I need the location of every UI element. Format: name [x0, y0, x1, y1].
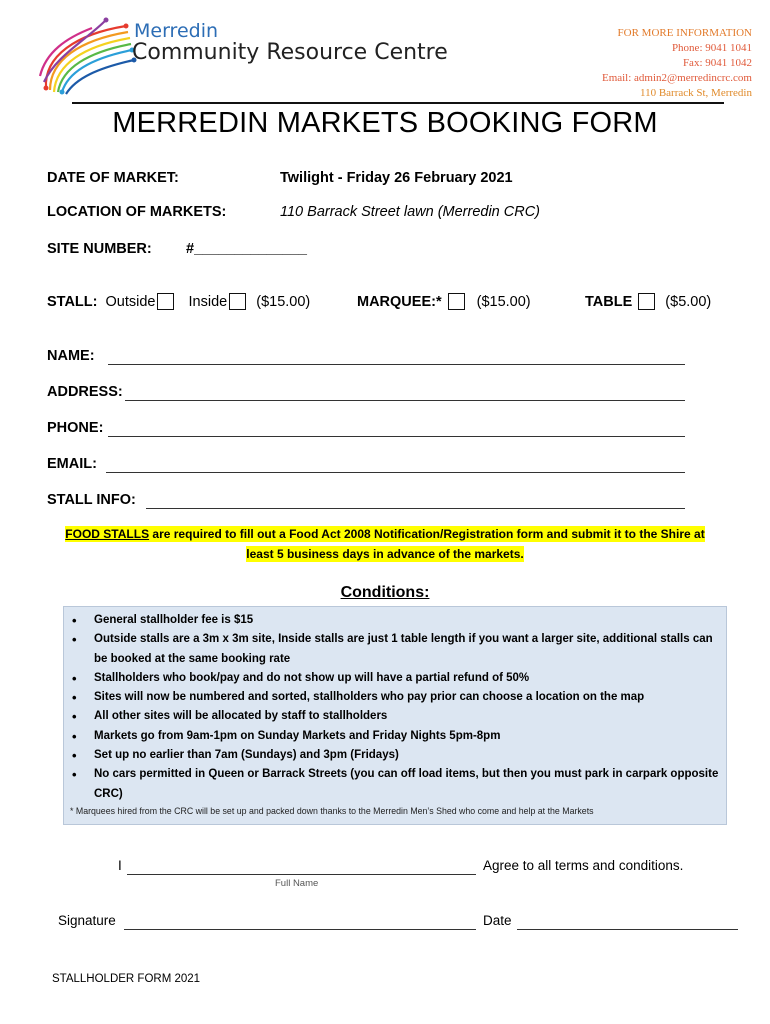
name-field[interactable]: [108, 364, 685, 365]
condition-item: • General stallholder fee is $15: [94, 611, 726, 630]
full-name-caption: Full Name: [275, 878, 319, 889]
condition-item: • Stallholders who book/pay and do not show up will have a partial refund of 50%: [94, 669, 726, 688]
agree-text: Agree to all terms and conditions.: [483, 858, 684, 873]
stall-inside-label: Inside: [188, 294, 228, 310]
table-checkbox[interactable]: [638, 293, 655, 310]
site-number-label: SITE NUMBER:: [47, 241, 152, 257]
brand-name-main: Community Resource Centre: [132, 40, 448, 65]
signature-field[interactable]: [124, 929, 476, 930]
date-field[interactable]: [517, 929, 738, 930]
contact-fax: Fax: 9041 1042: [682, 57, 752, 69]
stall-label: STALL:: [47, 294, 98, 310]
food-stalls-emph: FOOD STALLS: [65, 527, 150, 541]
conditions-box: [63, 606, 727, 825]
condition-item: • No cars permitted in Queen or Barrack Streets (you can off load items, but then you must park in carpark opposite CRC): [94, 765, 726, 804]
signature-label: Signature: [58, 913, 116, 928]
conditions-list: [64, 607, 726, 804]
contact-email: Email: admin2@merredincrc.com: [601, 72, 752, 84]
address-field[interactable]: [125, 400, 685, 401]
stall-info-field[interactable]: [146, 508, 685, 509]
crc-logo-icon: [36, 16, 146, 98]
marquee-row: [357, 293, 531, 310]
email-label: EMAIL:: [47, 456, 97, 472]
outside-checkbox[interactable]: [157, 293, 174, 310]
food-stalls-notice: [40, 524, 730, 564]
condition-item: • Sites will now be numbered and sorted, stallholders who pay prior can choose a location on the map: [94, 688, 726, 707]
site-number-field[interactable]: #______________: [186, 241, 307, 257]
marquee-price: ($15.00): [476, 294, 531, 310]
address-label: ADDRESS:: [47, 384, 123, 400]
condition-item: • Set up no earlier than 7am (Sundays) and 3pm (Fridays): [94, 746, 726, 765]
conditions-title: Conditions:: [340, 584, 430, 601]
email-field[interactable]: [106, 472, 685, 473]
name-label: NAME:: [47, 348, 95, 364]
full-name-field[interactable]: [127, 874, 476, 875]
contact-heading: FOR MORE INFORMATION: [617, 27, 752, 39]
phone-field[interactable]: [108, 436, 685, 437]
food-notice-line2: least 5 business days in advance of the markets.: [246, 547, 524, 561]
agree-prefix: I: [118, 858, 122, 873]
date-label: DATE OF MARKET:: [47, 170, 179, 186]
marquee-note: * Marquees hired from the CRC will be set up and packed down thanks to the Merredin Men’s Shed who come and help at the Markets: [70, 806, 594, 816]
inside-checkbox[interactable]: [229, 293, 246, 310]
food-notice-line1: are required to fill out a Food Act 2008 Notification/Registration form and submit it to the Shire at: [149, 527, 705, 541]
marquee-label: MARQUEE:*: [357, 294, 442, 310]
page-title: MERREDIN MARKETS BOOKING FORM: [112, 107, 658, 139]
stall-outside-label: Outside: [105, 294, 156, 310]
date-value: Twilight - Friday 26 February 2021: [280, 170, 513, 186]
location-label: LOCATION OF MARKETS:: [47, 204, 227, 220]
stall-info-label: STALL INFO:: [47, 492, 136, 508]
condition-item: • All other sites will be allocated by staff to stallholders: [94, 707, 726, 726]
condition-item: • Outside stalls are a 3m x 3m site, Inside stalls are just 1 table length if you want a larger site, additional stalls can be booked at the same booking rate: [94, 630, 726, 669]
stall-row: [47, 293, 310, 310]
contact-address: 110 Barrack St, Merredin: [639, 87, 752, 99]
phone-label: PHONE:: [47, 420, 104, 436]
date-field-label: Date: [483, 913, 512, 928]
condition-item: • Markets go from 9am-1pm on Sunday Markets and Friday Nights 5pm-8pm: [94, 727, 726, 746]
header-rule: [72, 102, 724, 104]
table-price: ($5.00): [665, 294, 712, 310]
footer-text: STALLHOLDER FORM 2021: [52, 973, 201, 985]
contact-info: [602, 26, 752, 101]
table-label: TABLE: [585, 294, 633, 310]
brand-name-small: Merredin: [134, 20, 219, 42]
location-value: 110 Barrack Street lawn (Merredin CRC): [280, 204, 541, 220]
stall-price: ($15.00): [256, 294, 311, 310]
marquee-checkbox[interactable]: [448, 293, 465, 310]
contact-phone: Phone: 9041 1041: [671, 42, 752, 54]
table-row: [585, 293, 711, 310]
